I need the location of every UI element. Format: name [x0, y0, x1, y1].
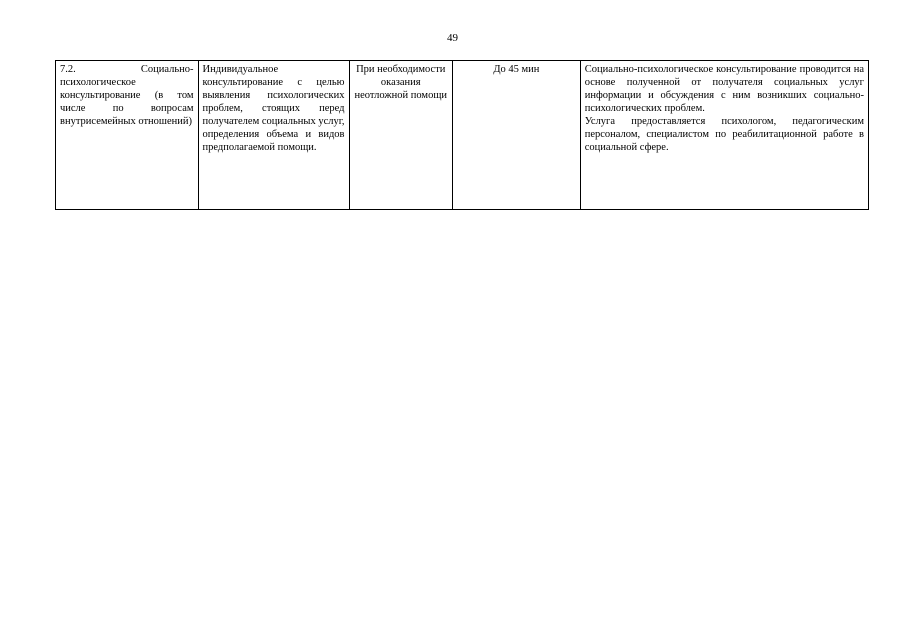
service-description: Индивидуальное консультирование с целью выявления психологических проблем, стоящих перед получателем социальных услуг, определения объема и видов предполагаемой помощи. — [202, 64, 345, 153]
table-row — [56, 61, 869, 210]
service-conditions-paragraph-1: Социально-психологическое консультирование проводится на основе полученной от получателя социальных услуг информации и обсуждения с ним возникших социально-психологических проблем. — [584, 64, 864, 114]
service-conditions-cell — [580, 61, 868, 210]
service-name-cell — [56, 61, 199, 210]
service-duration-cell — [452, 61, 580, 210]
services-table — [55, 60, 869, 210]
service-frequency-cell — [349, 61, 452, 210]
service-name: 7.2. Социально-психологическое консультирование (в том числе по вопросам внутрисемейных отношений) — [60, 64, 194, 127]
service-description-cell — [198, 61, 349, 210]
service-duration: До 45 мин — [493, 64, 540, 75]
page-number: 49 — [447, 32, 458, 44]
service-frequency: При необходимости оказания неотложной помощи — [354, 64, 448, 101]
service-conditions-paragraph-2: Услуга предоставляется психологом, педагогическим персоналом, специалистом по реабилитационной работе в социальной сфере. — [584, 116, 864, 153]
